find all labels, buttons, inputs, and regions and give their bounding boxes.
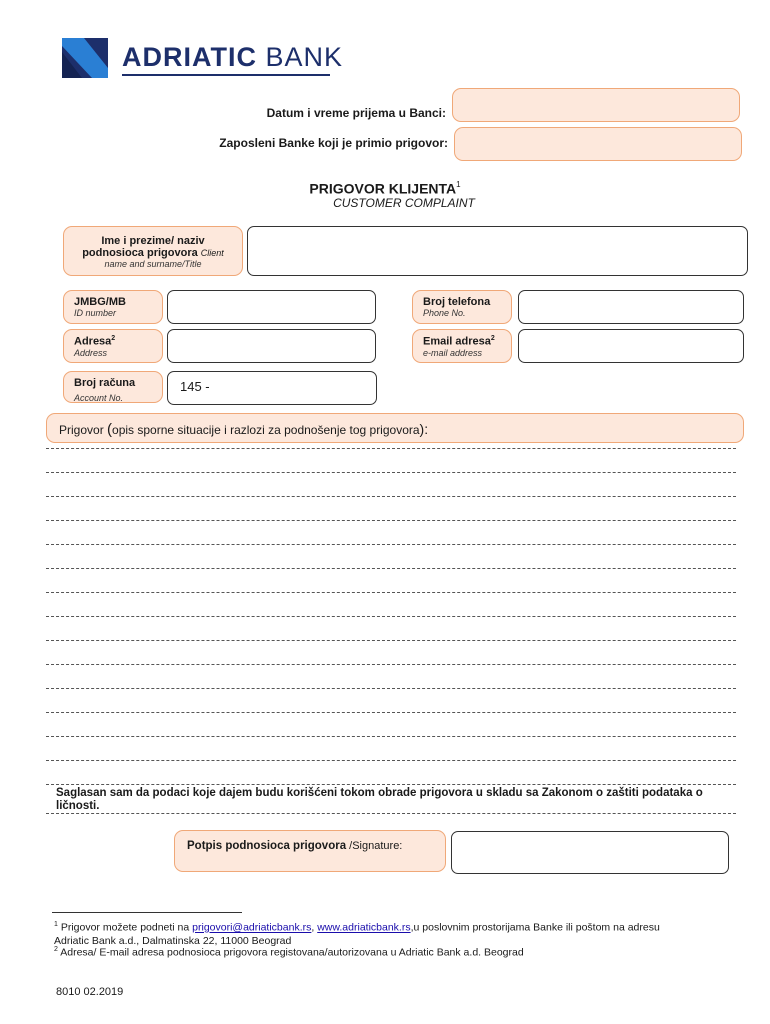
footnote-2 (54, 946, 744, 959)
complaint-desc: opis sporne situacije i razlozi za podnošenje tog prigovora (112, 423, 420, 437)
complaint-paren-close: ): (419, 421, 429, 437)
address-input[interactable] (167, 329, 376, 363)
footnote-separator (52, 912, 242, 913)
jmbg-label-en: ID number (74, 308, 117, 318)
complaint-line[interactable] (46, 736, 736, 737)
signature-input[interactable] (451, 831, 729, 874)
footnote-1-num: 1 (54, 921, 58, 928)
address-label-en: Address (74, 347, 108, 358)
complaint-line[interactable] (46, 472, 736, 473)
complaint-line[interactable] (46, 520, 736, 521)
logo-mark-icon (62, 38, 108, 78)
form-subtitle: CUSTOMER COMPLAINT (333, 196, 475, 210)
footnote-2-num: 2 (54, 946, 58, 953)
complaint-line[interactable] (46, 496, 736, 497)
bank-name-light: BANK (265, 42, 344, 72)
jmbg-label-box (63, 290, 163, 324)
email-label: Email adresa (423, 335, 491, 348)
address-label-box (63, 329, 163, 363)
logo-underline (122, 74, 330, 76)
name-label-2: podnosioca prigovora (82, 247, 198, 259)
complaint-line[interactable] (46, 664, 736, 665)
website-link[interactable]: www.adriaticbank.rs (317, 921, 411, 934)
address-footnote-ref: 2 (111, 335, 116, 342)
title-main: PRIGOVOR KLIJENTA (309, 180, 457, 197)
address-label: Adresa (74, 335, 112, 348)
complaint-label: Prigovor (59, 423, 104, 437)
email-footnote-ref: 2 (490, 335, 495, 342)
jmbg-input[interactable] (167, 290, 376, 324)
name-input[interactable] (247, 226, 748, 276)
complaint-line[interactable] (46, 448, 736, 449)
account-input[interactable] (167, 371, 377, 405)
complaint-line[interactable] (46, 784, 736, 785)
email-input[interactable] (518, 329, 744, 363)
bank-logo (62, 38, 344, 80)
phone-label-box (412, 290, 512, 324)
bank-name (122, 42, 343, 73)
account-label-en: Account No. (74, 393, 124, 403)
complaint-paren-open: ( (107, 421, 113, 438)
bank-name-bold: ADRIATIC (122, 42, 257, 72)
name-label-1: Ime i prezime/ naziv (101, 235, 205, 247)
phone-label-en: Phone No. (423, 308, 466, 318)
title-footnote-ref: 1 (456, 180, 461, 189)
complaint-header (46, 413, 744, 443)
complaint-line[interactable] (46, 640, 736, 641)
name-label-box (63, 226, 243, 276)
signature-label-box (174, 830, 446, 872)
account-prefix: 145 - (180, 379, 210, 394)
phone-input[interactable] (518, 290, 744, 324)
footnote-1 (54, 918, 744, 948)
name-label-en-2: name and surname/Title (104, 259, 202, 269)
account-label: Broj računa (74, 377, 136, 389)
employee-label: Zaposleni Banke koji je primio prigovor: (219, 136, 448, 150)
complaint-line[interactable] (46, 568, 736, 569)
form-code: 8010 02.2019 (56, 986, 124, 998)
complaint-line[interactable] (46, 688, 736, 689)
datetime-label: Datum i vreme prijema u Banci: (266, 106, 446, 120)
footnote-1-pre: Prigovor možete podneti na (60, 921, 193, 934)
signature-label-en: /Signature: (346, 840, 403, 852)
complaint-line[interactable] (46, 616, 736, 617)
footnote-1-sep: , (311, 921, 318, 934)
consent-text: Saglasan sam da podaci koje dajem budu korišćeni tokom obrade prigovora u skladu sa Zakonom o zaštiti podataka o ličnosti. (56, 787, 703, 812)
footnote-1-post: ,u poslovnim prostorijama Banke ili poštom na adresu (410, 921, 660, 934)
name-label-en-1: Client (200, 248, 224, 258)
account-label-box (63, 371, 163, 403)
consent-underline (46, 813, 736, 814)
footnote-2-text: Adresa/ E-mail adresa podnosioca prigovora registovana/autorizovana u Adriatic Bank a.d. Beograd (60, 946, 524, 959)
complaint-email-link[interactable]: prigovori@adriaticbank.rs (192, 921, 312, 934)
jmbg-label: JMBG/MB (74, 296, 126, 308)
datetime-input[interactable] (452, 88, 740, 122)
phone-label: Broj telefona (423, 296, 491, 308)
email-label-box (412, 329, 512, 363)
email-label-en: e-mail address (423, 347, 483, 358)
footnote-1-line2: Adriatic Bank a.d., Dalmatinska 22, 11000 Beograd (54, 934, 292, 947)
complaint-line[interactable] (46, 712, 736, 713)
signature-label: Potpis podnosioca prigovora (187, 840, 347, 852)
complaint-line[interactable] (46, 544, 736, 545)
complaint-line[interactable] (46, 760, 736, 761)
employee-input[interactable] (454, 127, 742, 161)
complaint-line[interactable] (46, 592, 736, 593)
